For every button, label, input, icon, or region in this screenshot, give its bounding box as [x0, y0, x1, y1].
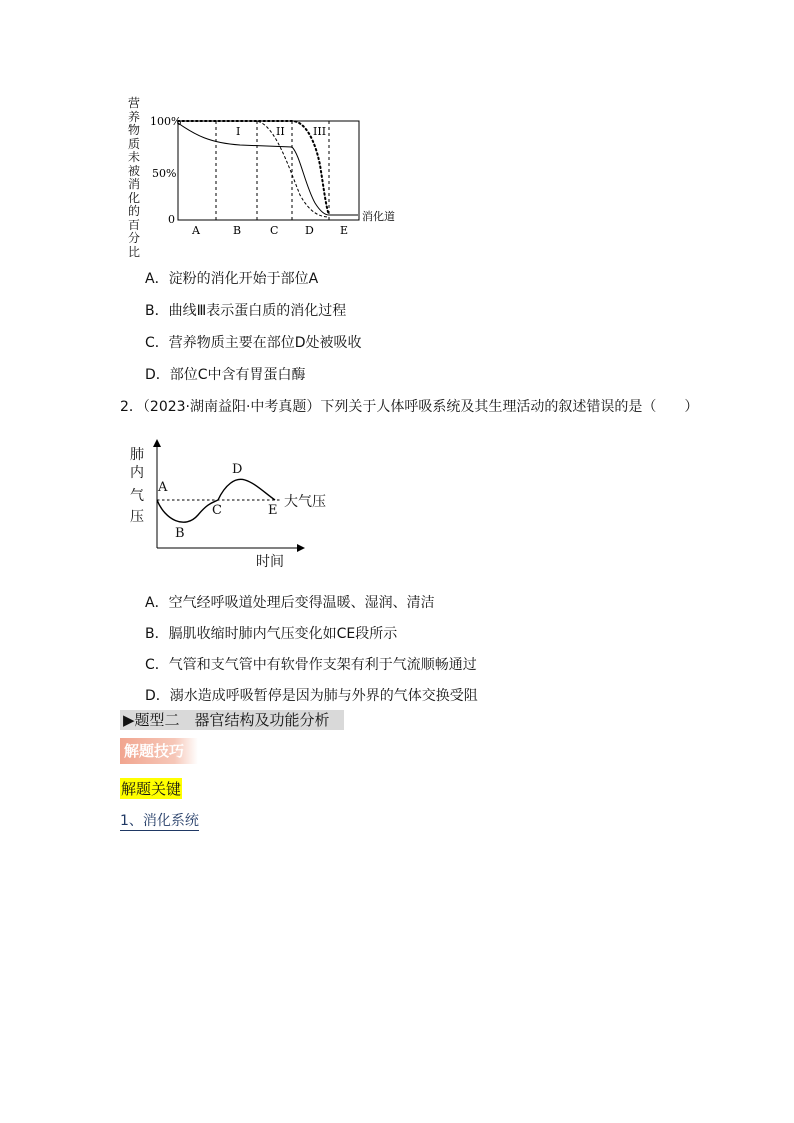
key-label: 解题关键: [121, 780, 182, 798]
point-d-label: D: [232, 462, 243, 477]
figure2-y-label-3: 气: [130, 488, 144, 504]
x-axis-label-time: 时间: [256, 554, 284, 570]
region-label-3: III: [313, 125, 327, 138]
figure2-y-label-2: 内: [130, 465, 144, 481]
y-tick-0: 0: [168, 213, 175, 226]
point-c-label: C: [212, 503, 222, 518]
x-tick-d: D: [305, 224, 314, 237]
q1-option-d: D．部位C中含有胃蛋白酶: [145, 367, 306, 383]
y-tick-100: 100%: [150, 115, 182, 128]
x-tick-e: E: [340, 224, 349, 237]
x-axis-label: 消化道: [362, 210, 395, 223]
q1-option-b: B．曲线Ⅲ表示蛋白质的消化过程: [145, 303, 347, 319]
point-b-label: B: [175, 526, 185, 541]
point-a-label: A: [158, 480, 168, 495]
section-heading-bar: [120, 710, 344, 730]
lung-pressure-figure: [120, 435, 340, 575]
tip-badge: [120, 738, 198, 764]
q1-option-c: C．营养物质主要在部位D处被吸收: [145, 335, 362, 351]
sub-heading: 1、消化系统: [120, 810, 199, 831]
tip-badge-label: 解题技巧: [124, 742, 185, 760]
q2-option-c: C．气管和支气管中有软骨作支架有利于气流顺畅通过: [145, 657, 477, 673]
x-tick-a: A: [192, 224, 200, 237]
region-label-1: I: [236, 125, 241, 138]
baseline-label: 大气压: [284, 494, 326, 510]
q1-option-a: A．淀粉的消化开始于部位A: [145, 271, 319, 287]
region-label-2: II: [276, 125, 285, 138]
digestion-chart: [120, 95, 410, 260]
y-tick-50: 50%: [152, 167, 177, 180]
figure2-y-label-4: 压: [130, 509, 144, 525]
figure2-y-label-1: 肺: [130, 447, 144, 463]
q2-option-a: A．空气经呼吸道处理后变得温暖、湿润、清洁: [145, 595, 435, 611]
q2-option-d: D．溺水造成呼吸暂停是因为肺与外界的气体交换受阻: [145, 688, 478, 704]
q2-stem: 2．（2023·湖南益阳·中考真题）下列关于人体呼吸系统及其生理活动的叙述错误的是（ ）: [120, 399, 699, 415]
point-e-label: E: [268, 503, 278, 518]
x-tick-b: B: [233, 224, 242, 237]
x-tick-c: C: [270, 224, 279, 237]
q2-option-b: B．膈肌收缩时肺内气压变化如CE段所示: [145, 626, 398, 642]
figure1-y-label: 营养物质未被消化的百分比: [128, 96, 141, 259]
section-title: ▶题型二 器官结构及功能分析: [123, 711, 330, 729]
digestion-figure: [120, 95, 410, 260]
